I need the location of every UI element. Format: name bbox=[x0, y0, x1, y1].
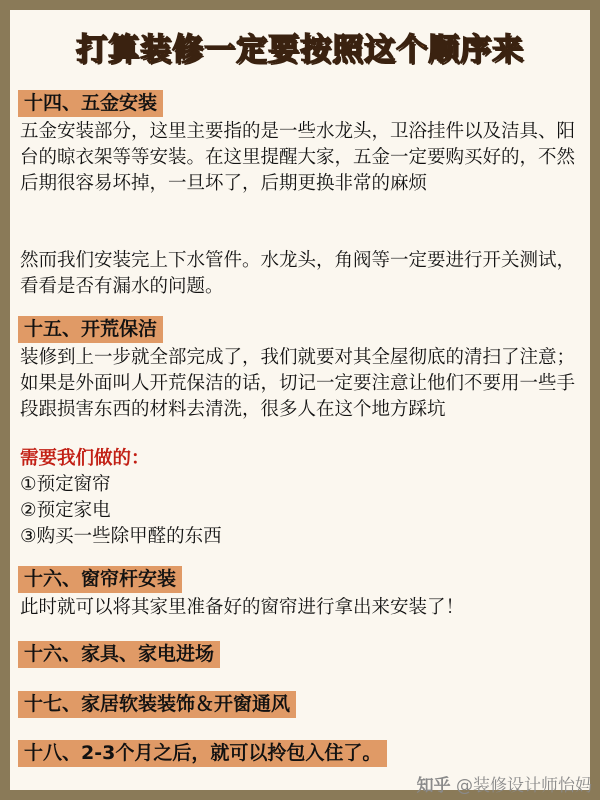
todo-item: ③购买一些除甲醛的东西 bbox=[20, 526, 222, 547]
watermark-site: 知乎 bbox=[416, 776, 451, 796]
section-heading-curtain-rod: 十六、窗帘杆安装 bbox=[18, 566, 182, 593]
todo-item: ①预定窗帘 bbox=[20, 474, 111, 495]
todo-item: ②预定家电 bbox=[20, 500, 111, 521]
watermark bbox=[417, 771, 592, 796]
section-hardware-paragraph-2: 然而我们安装完上下水管件。水龙头，角阀等一定要进行开关测试，看看是否有漏水的问题。 bbox=[20, 250, 576, 297]
section-cleaning-paragraph: 装修到上一步就全部完成了，我们就要对其全屋彻底的清扫了注意；如果是外面叫人开荒保洁的话，切记一定要注意让他们不要用一些手段跟损害东西的材料去清洗，很多人在这个地方踩坑 bbox=[20, 347, 576, 420]
section-heading-soft-decoration: 十七、家居软装装饰＆开窗通风 bbox=[18, 691, 296, 718]
section-heading-move-in: 十八、2-3个月之后，就可以拎包入住了。 bbox=[18, 740, 387, 767]
section-heading-hardware: 十四、五金安装 bbox=[18, 90, 163, 117]
section-heading-cleaning: 十五、开荒保洁 bbox=[18, 316, 163, 343]
article-card bbox=[10, 10, 590, 790]
watermark-author: @装修设计师怡妈 bbox=[456, 776, 592, 796]
section-heading-furniture: 十六、家具、家电进场 bbox=[18, 641, 220, 668]
section-hardware-paragraph-1: 五金安装部分，这里主要指的是一些水龙头，卫浴挂件以及洁具、阳台的晾衣架等等安装。在这里提醒大家，五金一定要购买好的，不然后期很容易坏掉，一旦坏了，后期更换非常的麻烦 bbox=[20, 121, 576, 194]
page-title: 打算装修一定要按照这个顺序来 bbox=[76, 32, 524, 68]
todo-label: 需要我们做的： bbox=[20, 448, 150, 469]
section-curtain-rod-paragraph: 此时就可以将其家里准备好的窗帘进行拿出来安装了！ bbox=[20, 597, 465, 618]
